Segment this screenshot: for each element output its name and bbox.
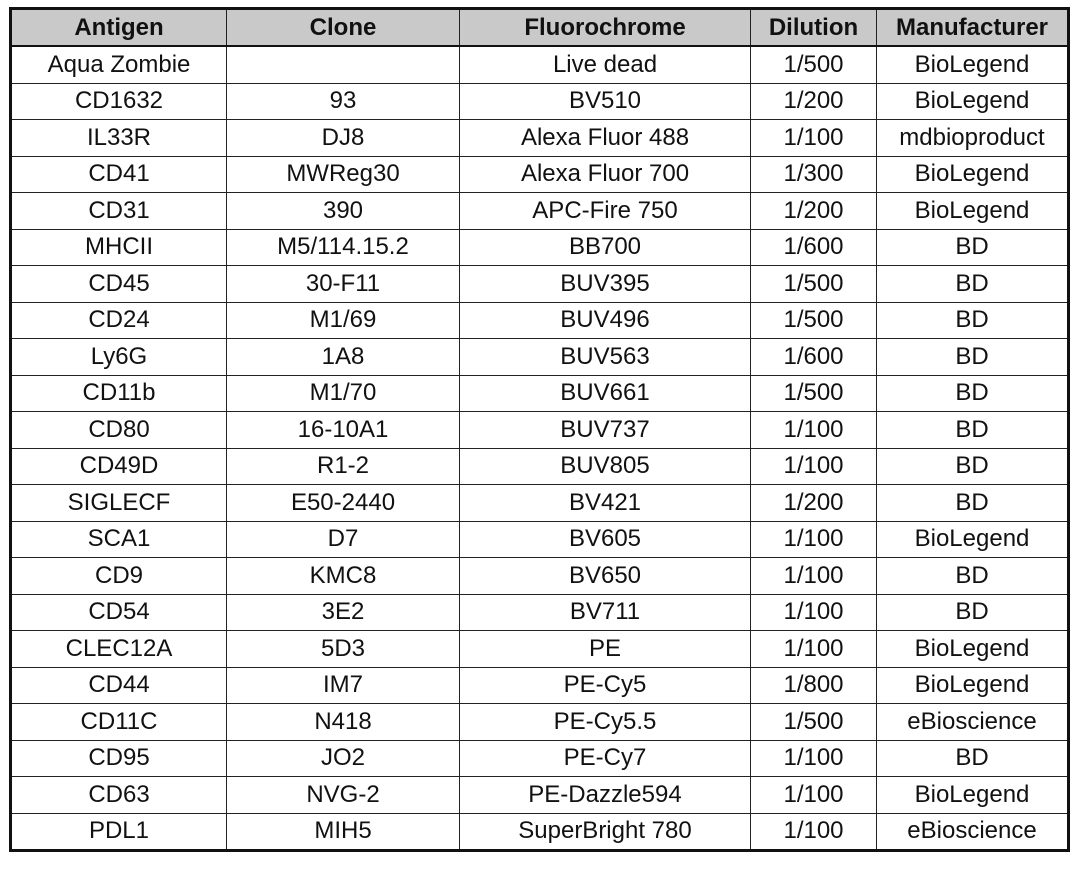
manufacturer-cell: BD xyxy=(877,485,1069,522)
dilution-cell: 1/200 xyxy=(751,193,877,230)
clone-cell xyxy=(227,46,460,83)
manufacturer-cell: BD xyxy=(877,412,1069,449)
antigen-cell: Aqua Zombie xyxy=(11,46,227,83)
dilution-cell: 1/100 xyxy=(751,740,877,777)
manufacturer-cell: BD xyxy=(877,266,1069,303)
clone-cell: MIH5 xyxy=(227,813,460,851)
manufacturer-cell: mdbioproduct xyxy=(877,120,1069,157)
dilution-cell: 1/500 xyxy=(751,375,877,412)
fluorochrome-cell: APC-Fire 750 xyxy=(460,193,751,230)
manufacturer-cell: BD xyxy=(877,594,1069,631)
dilution-cell: 1/100 xyxy=(751,813,877,851)
fluorochrome-cell: BUV661 xyxy=(460,375,751,412)
fluorochrome-cell: BV650 xyxy=(460,558,751,595)
antigen-cell: PDL1 xyxy=(11,813,227,851)
table-row xyxy=(11,339,1069,376)
manufacturer-cell: BD xyxy=(877,740,1069,777)
clone-cell: 5D3 xyxy=(227,631,460,668)
fluorochrome-cell: BV711 xyxy=(460,594,751,631)
fluorochrome-cell: PE-Cy5 xyxy=(460,667,751,704)
dilution-cell: 1/200 xyxy=(751,83,877,120)
table-row xyxy=(11,740,1069,777)
table-row xyxy=(11,375,1069,412)
manufacturer-cell: eBioscience xyxy=(877,813,1069,851)
column-header-antigen: Antigen xyxy=(11,9,227,47)
antigen-cell: CD44 xyxy=(11,667,227,704)
table-row xyxy=(11,448,1069,485)
table-row xyxy=(11,485,1069,522)
dilution-cell: 1/100 xyxy=(751,448,877,485)
clone-cell: M1/70 xyxy=(227,375,460,412)
clone-cell: 1A8 xyxy=(227,339,460,376)
antigen-cell: CD1632 xyxy=(11,83,227,120)
fluorochrome-cell: BV605 xyxy=(460,521,751,558)
clone-cell: R1-2 xyxy=(227,448,460,485)
manufacturer-cell: BD xyxy=(877,448,1069,485)
clone-cell: N418 xyxy=(227,704,460,741)
antigen-cell: CD63 xyxy=(11,777,227,814)
column-header-clone: Clone xyxy=(227,9,460,47)
table-row xyxy=(11,521,1069,558)
fluorochrome-cell: PE-Cy7 xyxy=(460,740,751,777)
manufacturer-cell: BD xyxy=(877,302,1069,339)
table-row xyxy=(11,594,1069,631)
clone-cell: 390 xyxy=(227,193,460,230)
table-row xyxy=(11,120,1069,157)
fluorochrome-cell: SuperBright 780 xyxy=(460,813,751,851)
antigen-cell: CD11C xyxy=(11,704,227,741)
antigen-cell: CD80 xyxy=(11,412,227,449)
table-row xyxy=(11,777,1069,814)
fluorochrome-cell: PE-Cy5.5 xyxy=(460,704,751,741)
dilution-cell: 1/100 xyxy=(751,777,877,814)
table-row xyxy=(11,558,1069,595)
table-row xyxy=(11,813,1069,851)
table-row xyxy=(11,83,1069,120)
dilution-cell: 1/100 xyxy=(751,631,877,668)
fluorochrome-cell: BUV563 xyxy=(460,339,751,376)
table-row xyxy=(11,46,1069,83)
dilution-cell: 1/100 xyxy=(751,412,877,449)
antigen-cell: CD41 xyxy=(11,156,227,193)
fluorochrome-cell: Alexa Fluor 700 xyxy=(460,156,751,193)
table-row xyxy=(11,302,1069,339)
fluorochrome-cell: BB700 xyxy=(460,229,751,266)
fluorochrome-cell: PE-Dazzle594 xyxy=(460,777,751,814)
column-header-manufacturer: Manufacturer xyxy=(877,9,1069,47)
manufacturer-cell: BioLegend xyxy=(877,631,1069,668)
fluorochrome-cell: BUV395 xyxy=(460,266,751,303)
table-body xyxy=(11,46,1069,851)
antigen-cell: CD11b xyxy=(11,375,227,412)
antigen-cell: SCA1 xyxy=(11,521,227,558)
clone-cell: M5/114.15.2 xyxy=(227,229,460,266)
clone-cell: 3E2 xyxy=(227,594,460,631)
antigen-cell: CD24 xyxy=(11,302,227,339)
clone-cell: KMC8 xyxy=(227,558,460,595)
table-row xyxy=(11,631,1069,668)
dilution-cell: 1/600 xyxy=(751,229,877,266)
clone-cell: D7 xyxy=(227,521,460,558)
manufacturer-cell: BD xyxy=(877,375,1069,412)
clone-cell: 30-F11 xyxy=(227,266,460,303)
table-row xyxy=(11,193,1069,230)
manufacturer-cell: BioLegend xyxy=(877,521,1069,558)
table-row xyxy=(11,266,1069,303)
header-row xyxy=(11,9,1069,47)
dilution-cell: 1/200 xyxy=(751,485,877,522)
antigen-cell: CD49D xyxy=(11,448,227,485)
dilution-cell: 1/500 xyxy=(751,46,877,83)
fluorochrome-cell: Alexa Fluor 488 xyxy=(460,120,751,157)
table-row xyxy=(11,229,1069,266)
fluorochrome-cell: Live dead xyxy=(460,46,751,83)
table-row xyxy=(11,667,1069,704)
table-row xyxy=(11,704,1069,741)
manufacturer-cell: eBioscience xyxy=(877,704,1069,741)
antigen-cell: MHCII xyxy=(11,229,227,266)
table-row xyxy=(11,156,1069,193)
dilution-cell: 1/800 xyxy=(751,667,877,704)
clone-cell: DJ8 xyxy=(227,120,460,157)
clone-cell: NVG-2 xyxy=(227,777,460,814)
antigen-cell: CLEC12A xyxy=(11,631,227,668)
manufacturer-cell: BioLegend xyxy=(877,156,1069,193)
antigen-cell: CD9 xyxy=(11,558,227,595)
clone-cell: 93 xyxy=(227,83,460,120)
dilution-cell: 1/600 xyxy=(751,339,877,376)
manufacturer-cell: BioLegend xyxy=(877,46,1069,83)
clone-cell: M1/69 xyxy=(227,302,460,339)
clone-cell: JO2 xyxy=(227,740,460,777)
fluorochrome-cell: BV421 xyxy=(460,485,751,522)
clone-cell: E50-2440 xyxy=(227,485,460,522)
clone-cell: IM7 xyxy=(227,667,460,704)
column-header-fluorochrome: Fluorochrome xyxy=(460,9,751,47)
manufacturer-cell: BD xyxy=(877,558,1069,595)
fluorochrome-cell: PE xyxy=(460,631,751,668)
manufacturer-cell: BioLegend xyxy=(877,667,1069,704)
antigen-cell: SIGLECF xyxy=(11,485,227,522)
antigen-cell: IL33R xyxy=(11,120,227,157)
manufacturer-cell: BioLegend xyxy=(877,83,1069,120)
table-row xyxy=(11,412,1069,449)
antibody-table-container xyxy=(9,7,1067,852)
clone-cell: MWReg30 xyxy=(227,156,460,193)
manufacturer-cell: BioLegend xyxy=(877,193,1069,230)
antigen-cell: CD95 xyxy=(11,740,227,777)
antigen-cell: CD54 xyxy=(11,594,227,631)
manufacturer-cell: BioLegend xyxy=(877,777,1069,814)
dilution-cell: 1/500 xyxy=(751,704,877,741)
antibody-panel-table xyxy=(9,7,1070,852)
antigen-cell: CD45 xyxy=(11,266,227,303)
dilution-cell: 1/100 xyxy=(751,558,877,595)
dilution-cell: 1/300 xyxy=(751,156,877,193)
fluorochrome-cell: BUV805 xyxy=(460,448,751,485)
dilution-cell: 1/100 xyxy=(751,594,877,631)
dilution-cell: 1/100 xyxy=(751,120,877,157)
clone-cell: 16-10A1 xyxy=(227,412,460,449)
column-header-dilution: Dilution xyxy=(751,9,877,47)
dilution-cell: 1/100 xyxy=(751,521,877,558)
manufacturer-cell: BD xyxy=(877,339,1069,376)
dilution-cell: 1/500 xyxy=(751,302,877,339)
manufacturer-cell: BD xyxy=(877,229,1069,266)
fluorochrome-cell: BUV496 xyxy=(460,302,751,339)
fluorochrome-cell: BUV737 xyxy=(460,412,751,449)
dilution-cell: 1/500 xyxy=(751,266,877,303)
table-header xyxy=(11,9,1069,47)
antigen-cell: Ly6G xyxy=(11,339,227,376)
antigen-cell: CD31 xyxy=(11,193,227,230)
fluorochrome-cell: BV510 xyxy=(460,83,751,120)
